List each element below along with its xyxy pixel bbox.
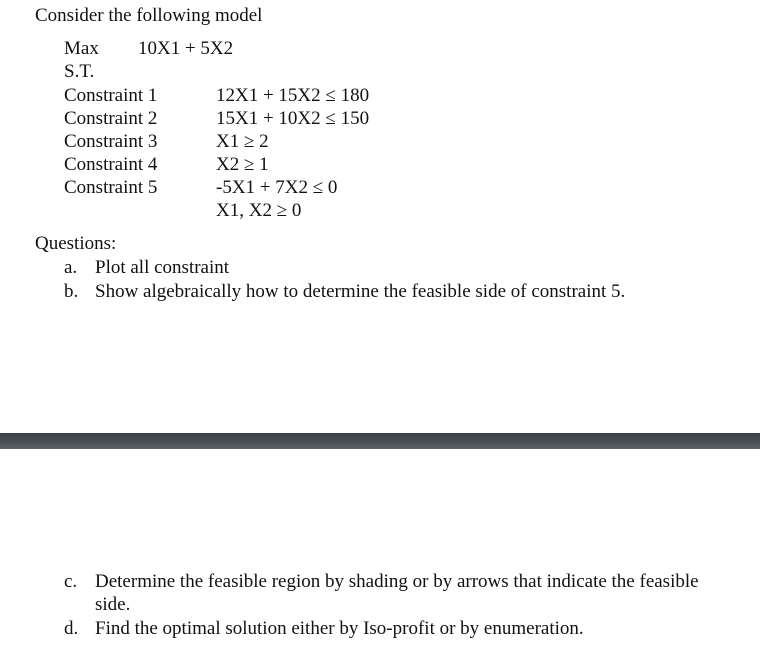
question-a-text: Plot all constraint — [95, 257, 230, 278]
question-a-letter: a. — [64, 257, 78, 278]
constraint-1-expression: 12X1 + 15X2 ≤ 180 — [216, 85, 370, 106]
constraint-5-expression: -5X1 + 7X2 ≤ 0 — [216, 177, 338, 198]
page-divider — [0, 433, 760, 449]
constraint-2-expression: 15X1 + 10X2 ≤ 150 — [216, 108, 370, 129]
objective-expression: 10X1 + 5X2 — [138, 38, 234, 59]
nonnegativity-constraint: X1, X2 ≥ 0 — [216, 200, 302, 221]
question-c-letter: c. — [64, 571, 78, 592]
subject-to-label: S.T. — [64, 61, 95, 82]
objective-label: Max — [64, 38, 99, 59]
constraint-2-name: Constraint 2 — [64, 108, 158, 129]
questions-heading: Questions: — [35, 233, 117, 254]
constraint-4-expression: X2 ≥ 1 — [216, 154, 269, 175]
question-c-text: Determine the feasible region by shading or by arrows that indicate the feasible — [95, 571, 699, 592]
question-b-text: Show algebraically how to determine the feasible side of constraint 5. — [95, 281, 626, 302]
intro-text: Consider the following model — [35, 5, 263, 26]
question-b-letter: b. — [64, 281, 79, 302]
constraint-4-name: Constraint 4 — [64, 154, 158, 175]
question-c-continuation: side. — [95, 594, 131, 615]
question-d-letter: d. — [64, 618, 79, 639]
constraint-5-name: Constraint 5 — [64, 177, 158, 198]
constraint-3-name: Constraint 3 — [64, 131, 158, 152]
constraint-1-name: Constraint 1 — [64, 85, 158, 106]
question-d-text: Find the optimal solution either by Iso-profit or by enumeration. — [95, 618, 584, 639]
constraint-3-expression: X1 ≥ 2 — [216, 131, 269, 152]
